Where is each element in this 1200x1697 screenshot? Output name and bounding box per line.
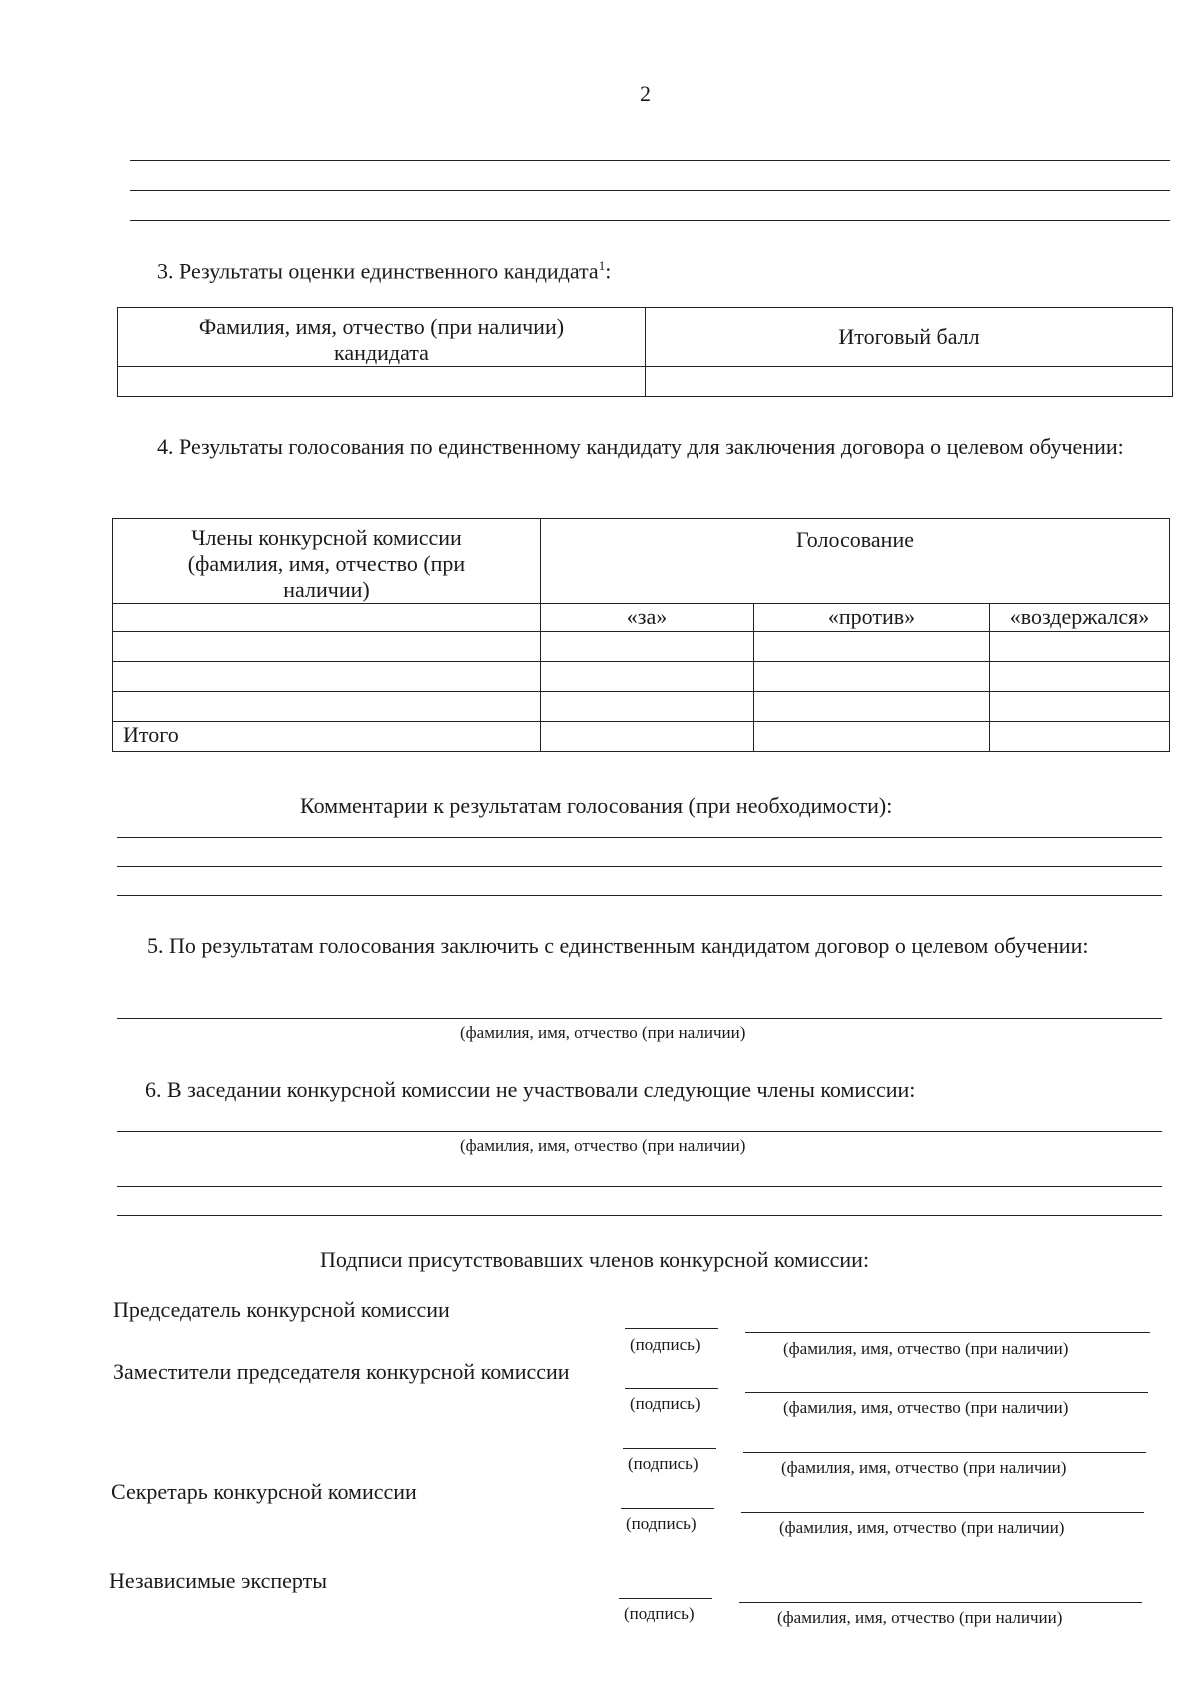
- candidate-name-header-text: Фамилия, имя, отчество (при наличии) кандидата: [198, 314, 565, 365]
- candidate-name-header: [118, 308, 646, 367]
- secretary-label: Секретарь конкурсной комиссии: [111, 1479, 417, 1504]
- name-line[interactable]: [745, 1332, 1150, 1333]
- comment-line[interactable]: [117, 866, 1162, 867]
- name-caption: (фамилия, имя, отчество (при наличии): [783, 1339, 1069, 1358]
- candidate-name-cell[interactable]: [118, 367, 646, 397]
- name-line[interactable]: [745, 1392, 1148, 1393]
- vote-against-cell[interactable]: [754, 692, 990, 722]
- absent-members-line[interactable]: [117, 1131, 1162, 1132]
- page-number: 2: [640, 81, 651, 106]
- section-3-heading: [157, 252, 611, 285]
- total-row-label-text: Итого: [123, 722, 179, 747]
- absent-members-line[interactable]: [117, 1186, 1162, 1187]
- section-4-heading: 4. Результаты голосования по единственному кандидату для заключения договора о целевом обучении:: [157, 434, 1124, 459]
- total-row-label: [113, 722, 541, 752]
- blank-line: [130, 160, 1170, 161]
- signature-caption: (подпись): [626, 1514, 697, 1533]
- signature-caption: (подпись): [630, 1335, 701, 1354]
- vote-abstained-header-text: «воздержался»: [1009, 604, 1150, 629]
- members-header-text: Члены конкурсной комиссии (фамилия, имя, отчество (при наличии): [187, 525, 466, 602]
- blank-line: [130, 220, 1170, 221]
- section-5-caption: (фамилия, имя, отчество (при наличии): [460, 1023, 746, 1042]
- vote-for-cell[interactable]: [541, 692, 754, 722]
- signature-line[interactable]: [623, 1448, 716, 1449]
- member-name-cell[interactable]: [113, 632, 541, 662]
- signature-caption: (подпись): [630, 1394, 701, 1413]
- signatures-heading: Подписи присутствовавших членов конкурсной комиссии:: [320, 1247, 870, 1272]
- candidate-score-table: [117, 307, 1173, 397]
- voting-header: [541, 519, 1170, 604]
- voting-table: [112, 518, 1170, 752]
- vote-abstained-cell[interactable]: [990, 632, 1170, 662]
- final-score-header-text: Итоговый балл: [838, 324, 980, 349]
- vote-for-header: [541, 604, 754, 632]
- vote-abstained-header: [990, 604, 1170, 632]
- signature-caption: (подпись): [624, 1604, 695, 1623]
- contract-candidate-line[interactable]: [117, 1018, 1162, 1019]
- section-5-heading: 5. По результатам голосования заключить с единственным кандидатом договор о целевом обучении:: [147, 933, 1089, 958]
- total-for-cell[interactable]: [541, 722, 754, 752]
- name-caption: (фамилия, имя, отчество (при наличии): [781, 1458, 1067, 1477]
- section-3-heading-tail: :: [605, 258, 612, 284]
- chairman-label: Председатель конкурсной комиссии: [113, 1297, 450, 1322]
- vote-abstained-cell[interactable]: [990, 662, 1170, 692]
- comment-line[interactable]: [117, 895, 1162, 896]
- experts-label: Независимые эксперты: [109, 1568, 328, 1593]
- signature-line[interactable]: [621, 1508, 714, 1509]
- comment-line[interactable]: [117, 837, 1162, 838]
- deputies-label: Заместители председателя конкурсной комиссии: [113, 1359, 570, 1384]
- name-line[interactable]: [739, 1602, 1142, 1603]
- vote-for-cell[interactable]: [541, 662, 754, 692]
- final-score-header: [646, 308, 1173, 367]
- name-line[interactable]: [743, 1452, 1146, 1453]
- vote-for-header-text: «за»: [626, 604, 668, 629]
- section-3-heading-text: 3. Результаты оценки единственного кандидата: [157, 258, 599, 284]
- members-cell[interactable]: [113, 604, 541, 632]
- signature-line[interactable]: [625, 1388, 718, 1389]
- total-against-cell[interactable]: [754, 722, 990, 752]
- member-name-cell[interactable]: [113, 692, 541, 722]
- absent-members-line[interactable]: [117, 1215, 1162, 1216]
- vote-against-header: [754, 604, 990, 632]
- member-name-cell[interactable]: [113, 662, 541, 692]
- final-score-cell[interactable]: [646, 367, 1173, 397]
- vote-for-cell[interactable]: [541, 632, 754, 662]
- name-line[interactable]: [741, 1512, 1144, 1513]
- vote-abstained-cell[interactable]: [990, 692, 1170, 722]
- vote-against-cell[interactable]: [754, 632, 990, 662]
- name-caption: (фамилия, имя, отчество (при наличии): [779, 1518, 1065, 1537]
- footnote-mark: 1: [598, 258, 606, 273]
- name-caption: (фамилия, имя, отчество (при наличии): [783, 1398, 1069, 1417]
- signature-line[interactable]: [625, 1328, 718, 1329]
- section-6-caption: (фамилия, имя, отчество (при наличии): [460, 1136, 746, 1155]
- voting-header-text: Голосование: [796, 527, 914, 552]
- vote-against-cell[interactable]: [754, 662, 990, 692]
- comments-label: Комментарии к результатам голосования (при необходимости):: [300, 793, 893, 818]
- signature-caption: (подпись): [628, 1454, 699, 1473]
- name-caption: (фамилия, имя, отчество (при наличии): [777, 1608, 1063, 1627]
- members-header: [113, 519, 541, 604]
- section-6-heading: 6. В заседании конкурсной комиссии не участвовали следующие члены комиссии:: [145, 1077, 916, 1102]
- signature-line[interactable]: [619, 1598, 712, 1599]
- total-abstained-cell[interactable]: [990, 722, 1170, 752]
- blank-line: [130, 190, 1170, 191]
- vote-against-header-text: «против»: [827, 604, 916, 629]
